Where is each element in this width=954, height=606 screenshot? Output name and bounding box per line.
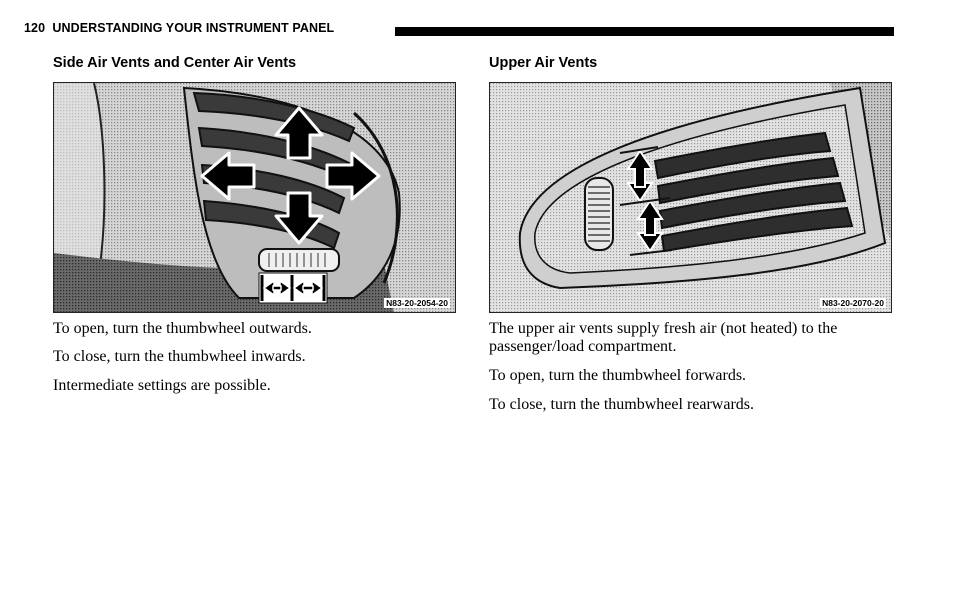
upper-vents-heading: Upper Air Vents — [489, 55, 598, 71]
side-vents-figure — [53, 82, 456, 313]
upper-vents-figure — [489, 82, 892, 313]
paragraph: To close, turn the thumbwheel inwards. — [53, 348, 306, 365]
upper-vents-illustration — [490, 83, 892, 313]
figure-label: N83-20-2070-20 — [822, 298, 884, 308]
side-vents-heading: Side Air Vents and Center Air Vents — [53, 55, 297, 71]
page-number: 120 — [24, 21, 46, 35]
paragraph: To close, turn the thumbwheel rearwards. — [489, 396, 755, 413]
running-header-title: UNDERSTANDING YOUR INSTRUMENT PANEL — [52, 21, 335, 35]
side-vents-illustration — [54, 83, 456, 313]
paragraph: Intermediate settings are possible. — [53, 377, 271, 394]
paragraph: To open, turn the thumbwheel outwards. — [53, 320, 312, 337]
running-header — [24, 21, 334, 35]
paragraph: The upper air vents supply fresh air (not heated) to the passenger/load compartment. — [489, 320, 838, 355]
header-rule — [395, 27, 894, 36]
paragraph: To open, turn the thumbwheel forwards. — [489, 367, 747, 384]
figure-label: N83-20-2054-20 — [386, 298, 448, 308]
